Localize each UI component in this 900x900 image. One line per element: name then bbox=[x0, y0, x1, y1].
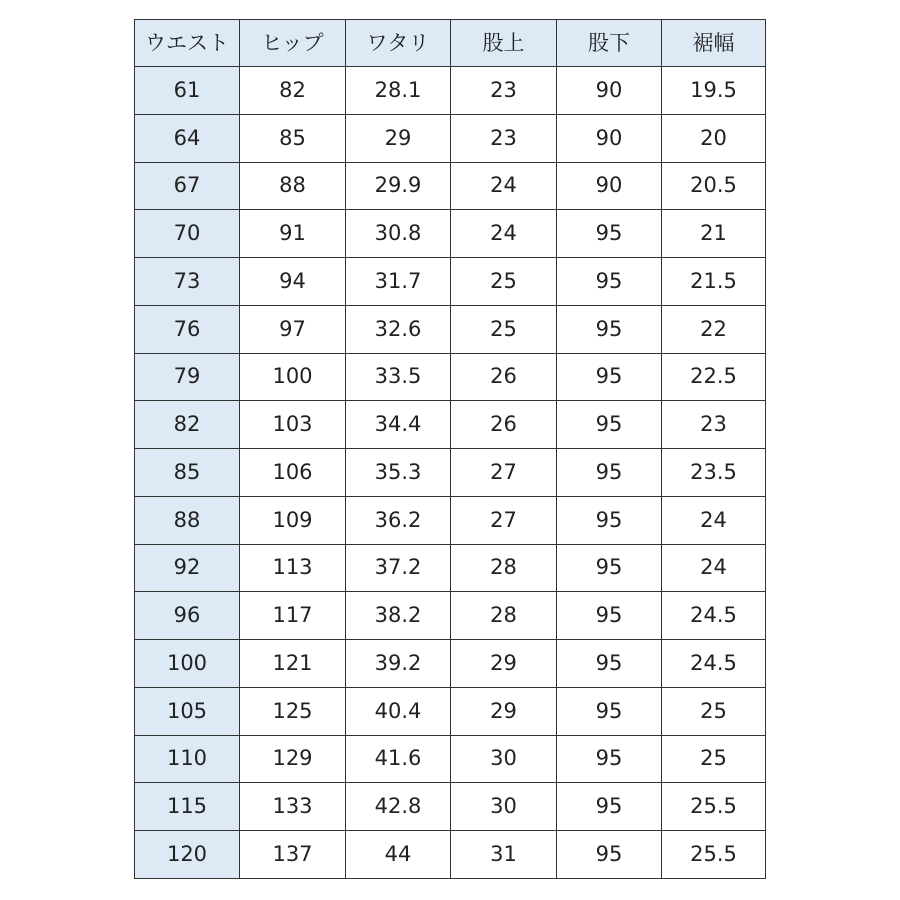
cell-waist: 61 bbox=[135, 67, 240, 115]
column-header-thigh: ワタリ bbox=[346, 20, 451, 67]
cell-inseam: 95 bbox=[557, 353, 662, 401]
size-chart bbox=[134, 19, 765, 879]
cell-hip: 97 bbox=[240, 305, 346, 353]
cell-hip: 103 bbox=[240, 401, 346, 449]
cell-hem-width: 24 bbox=[662, 496, 766, 544]
cell-hem-width: 20.5 bbox=[662, 162, 766, 210]
cell-rise: 23 bbox=[451, 67, 557, 115]
cell-waist: 67 bbox=[135, 162, 240, 210]
cell-waist: 76 bbox=[135, 305, 240, 353]
cell-rise: 24 bbox=[451, 162, 557, 210]
table-row bbox=[135, 162, 766, 210]
cell-hem-width: 25 bbox=[662, 735, 766, 783]
cell-thigh: 33.5 bbox=[346, 353, 451, 401]
cell-inseam: 95 bbox=[557, 783, 662, 831]
cell-rise: 30 bbox=[451, 735, 557, 783]
cell-hip: 125 bbox=[240, 687, 346, 735]
cell-inseam: 95 bbox=[557, 401, 662, 449]
cell-hip: 106 bbox=[240, 449, 346, 497]
cell-hip: 133 bbox=[240, 783, 346, 831]
cell-hem-width: 22.5 bbox=[662, 353, 766, 401]
cell-hip: 88 bbox=[240, 162, 346, 210]
cell-thigh: 36.2 bbox=[346, 496, 451, 544]
table-row bbox=[135, 305, 766, 353]
cell-inseam: 95 bbox=[557, 449, 662, 497]
cell-waist: 120 bbox=[135, 831, 240, 879]
cell-hem-width: 24 bbox=[662, 544, 766, 592]
cell-hem-width: 24.5 bbox=[662, 640, 766, 688]
table-row bbox=[135, 640, 766, 688]
cell-hip: 129 bbox=[240, 735, 346, 783]
header-row bbox=[135, 20, 766, 67]
cell-rise: 29 bbox=[451, 687, 557, 735]
table-row bbox=[135, 114, 766, 162]
cell-hip: 85 bbox=[240, 114, 346, 162]
table-row bbox=[135, 544, 766, 592]
cell-thigh: 39.2 bbox=[346, 640, 451, 688]
table-row bbox=[135, 735, 766, 783]
table-row bbox=[135, 67, 766, 115]
cell-inseam: 95 bbox=[557, 592, 662, 640]
cell-rise: 26 bbox=[451, 353, 557, 401]
cell-rise: 28 bbox=[451, 592, 557, 640]
cell-hem-width: 21 bbox=[662, 210, 766, 258]
cell-waist: 70 bbox=[135, 210, 240, 258]
cell-inseam: 95 bbox=[557, 687, 662, 735]
cell-inseam: 95 bbox=[557, 210, 662, 258]
table-row bbox=[135, 258, 766, 306]
cell-inseam: 90 bbox=[557, 162, 662, 210]
cell-waist: 79 bbox=[135, 353, 240, 401]
table-row bbox=[135, 210, 766, 258]
cell-thigh: 41.6 bbox=[346, 735, 451, 783]
cell-inseam: 95 bbox=[557, 640, 662, 688]
size-table bbox=[134, 19, 766, 879]
cell-thigh: 44 bbox=[346, 831, 451, 879]
table-row bbox=[135, 353, 766, 401]
cell-waist: 100 bbox=[135, 640, 240, 688]
cell-hem-width: 22 bbox=[662, 305, 766, 353]
cell-rise: 26 bbox=[451, 401, 557, 449]
cell-inseam: 90 bbox=[557, 114, 662, 162]
cell-thigh: 35.3 bbox=[346, 449, 451, 497]
table-row bbox=[135, 401, 766, 449]
cell-inseam: 95 bbox=[557, 735, 662, 783]
cell-rise: 25 bbox=[451, 305, 557, 353]
table-body bbox=[135, 67, 766, 879]
table-row bbox=[135, 449, 766, 497]
cell-waist: 73 bbox=[135, 258, 240, 306]
cell-thigh: 40.4 bbox=[346, 687, 451, 735]
cell-thigh: 28.1 bbox=[346, 67, 451, 115]
cell-rise: 23 bbox=[451, 114, 557, 162]
cell-thigh: 30.8 bbox=[346, 210, 451, 258]
cell-waist: 88 bbox=[135, 496, 240, 544]
cell-hip: 117 bbox=[240, 592, 346, 640]
cell-hem-width: 23 bbox=[662, 401, 766, 449]
table-row bbox=[135, 783, 766, 831]
column-header-hem-width: 裾幅 bbox=[662, 20, 766, 67]
cell-hip: 113 bbox=[240, 544, 346, 592]
cell-hem-width: 24.5 bbox=[662, 592, 766, 640]
cell-hip: 91 bbox=[240, 210, 346, 258]
cell-rise: 27 bbox=[451, 449, 557, 497]
cell-hem-width: 23.5 bbox=[662, 449, 766, 497]
cell-inseam: 95 bbox=[557, 258, 662, 306]
cell-hip: 137 bbox=[240, 831, 346, 879]
cell-hip: 109 bbox=[240, 496, 346, 544]
cell-thigh: 31.7 bbox=[346, 258, 451, 306]
cell-waist: 115 bbox=[135, 783, 240, 831]
cell-hip: 94 bbox=[240, 258, 346, 306]
column-header-hip: ヒップ bbox=[240, 20, 346, 67]
cell-waist: 110 bbox=[135, 735, 240, 783]
cell-rise: 29 bbox=[451, 640, 557, 688]
cell-waist: 92 bbox=[135, 544, 240, 592]
cell-hem-width: 25 bbox=[662, 687, 766, 735]
cell-inseam: 95 bbox=[557, 305, 662, 353]
cell-inseam: 90 bbox=[557, 67, 662, 115]
cell-waist: 64 bbox=[135, 114, 240, 162]
cell-thigh: 32.6 bbox=[346, 305, 451, 353]
column-header-waist: ウエスト bbox=[135, 20, 240, 67]
cell-hip: 121 bbox=[240, 640, 346, 688]
table-header bbox=[135, 20, 766, 67]
cell-waist: 105 bbox=[135, 687, 240, 735]
cell-thigh: 29.9 bbox=[346, 162, 451, 210]
cell-waist: 85 bbox=[135, 449, 240, 497]
cell-hem-width: 20 bbox=[662, 114, 766, 162]
cell-thigh: 38.2 bbox=[346, 592, 451, 640]
cell-rise: 24 bbox=[451, 210, 557, 258]
cell-hip: 100 bbox=[240, 353, 346, 401]
cell-thigh: 37.2 bbox=[346, 544, 451, 592]
cell-inseam: 95 bbox=[557, 544, 662, 592]
cell-rise: 28 bbox=[451, 544, 557, 592]
table-row bbox=[135, 496, 766, 544]
column-header-inseam: 股下 bbox=[557, 20, 662, 67]
cell-rise: 31 bbox=[451, 831, 557, 879]
cell-hip: 82 bbox=[240, 67, 346, 115]
cell-inseam: 95 bbox=[557, 831, 662, 879]
cell-thigh: 29 bbox=[346, 114, 451, 162]
cell-rise: 27 bbox=[451, 496, 557, 544]
table-row bbox=[135, 687, 766, 735]
cell-waist: 82 bbox=[135, 401, 240, 449]
table-row bbox=[135, 592, 766, 640]
cell-hem-width: 25.5 bbox=[662, 783, 766, 831]
cell-hem-width: 21.5 bbox=[662, 258, 766, 306]
cell-hem-width: 19.5 bbox=[662, 67, 766, 115]
table-row bbox=[135, 831, 766, 879]
cell-rise: 25 bbox=[451, 258, 557, 306]
cell-hem-width: 25.5 bbox=[662, 831, 766, 879]
cell-inseam: 95 bbox=[557, 496, 662, 544]
cell-thigh: 34.4 bbox=[346, 401, 451, 449]
cell-thigh: 42.8 bbox=[346, 783, 451, 831]
cell-waist: 96 bbox=[135, 592, 240, 640]
cell-rise: 30 bbox=[451, 783, 557, 831]
column-header-rise: 股上 bbox=[451, 20, 557, 67]
